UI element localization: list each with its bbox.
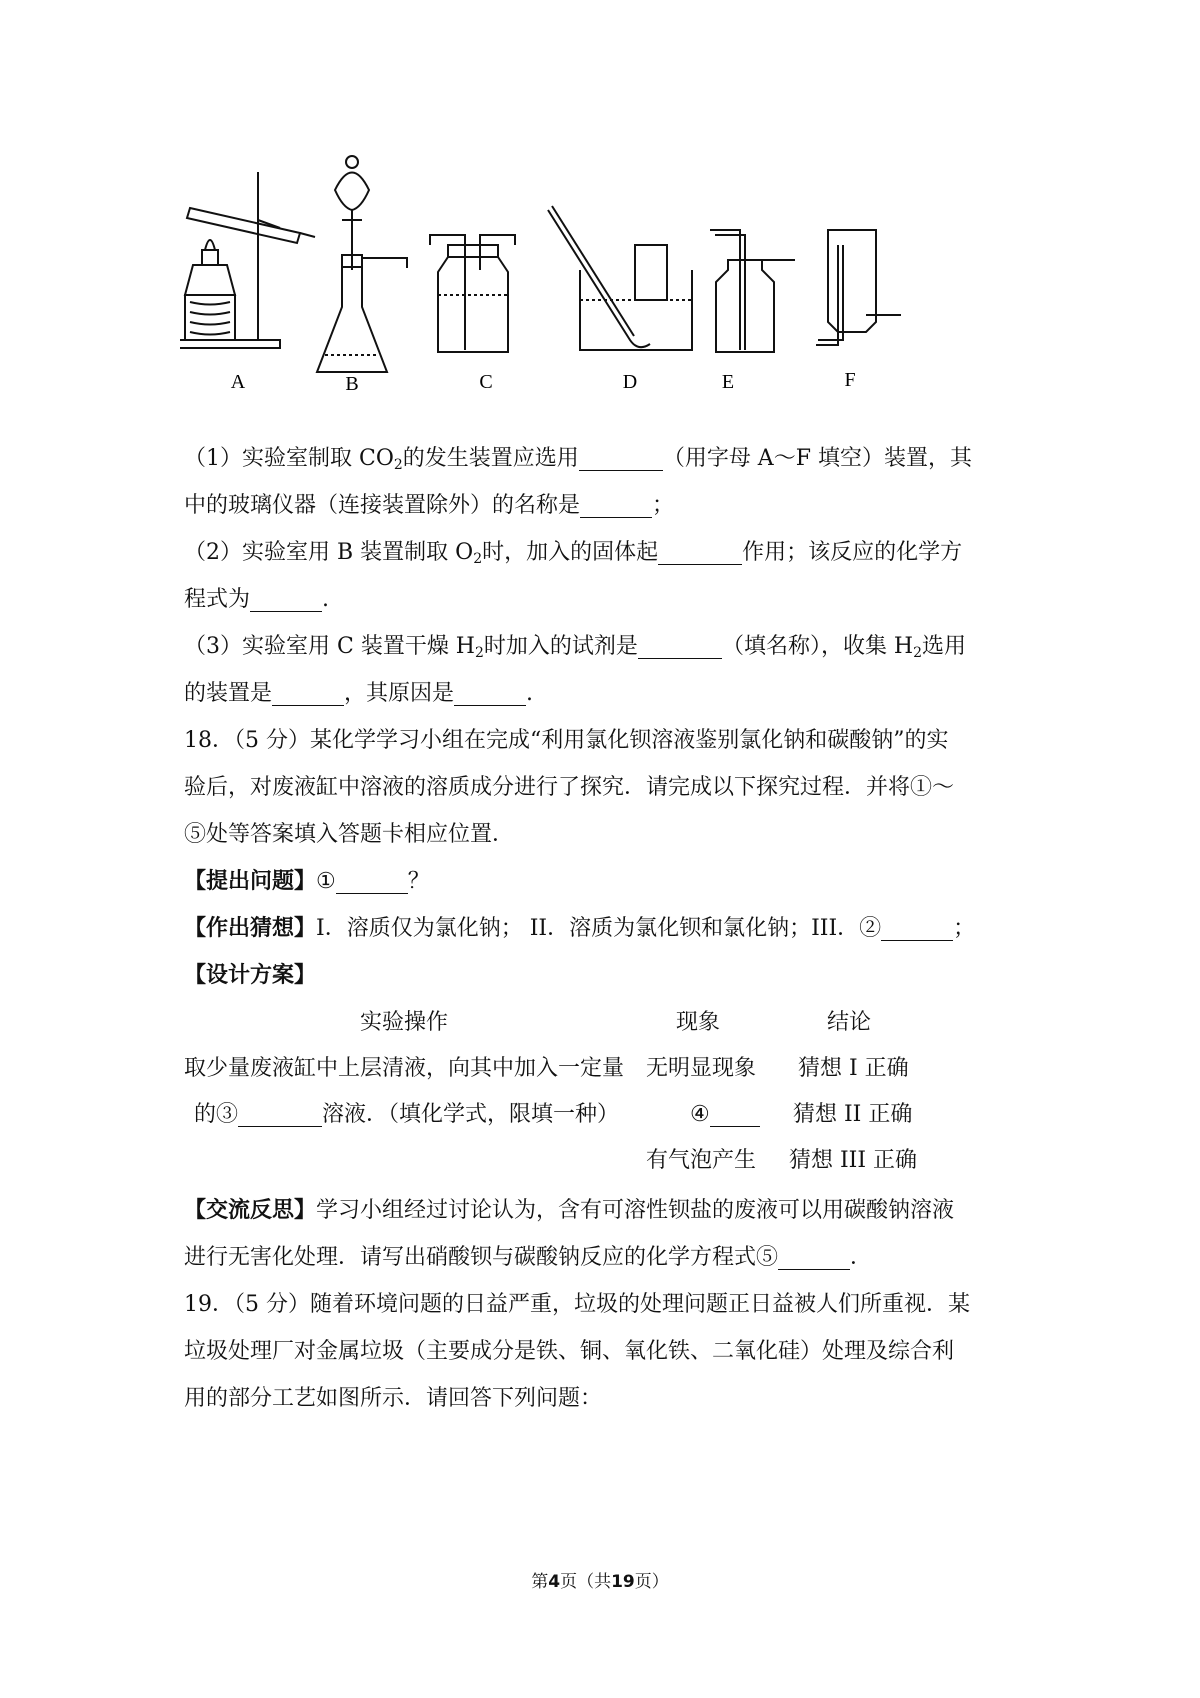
answer-blank[interactable] [778,1243,850,1270]
q18-question: 【提出问题】① ？ [184,868,430,894]
phenomenon-3: 有气泡产生 [646,1148,757,1173]
q18-line2: 验后，对废液缸中溶液的溶质成分进行了探究．请完成以下探究过程．并将①～ [184,775,955,800]
conclusion-1: 猜想 I 正确 [798,1056,909,1081]
answer-blank[interactable] [238,1100,322,1127]
answer-blank[interactable] [250,585,322,612]
q19-line3: 用的部分工艺如图所示．请回答下列问题： [184,1386,603,1411]
experiment-table [184,999,1030,1187]
conclusion-2: 猜想 II 正确 [793,1102,913,1127]
question-body [184,435,1030,1422]
q18-design: 【设计方案】 [184,962,317,988]
q19-line1: 19．（5 分）随着环境问题的日益严重，垃圾的处理问题正日益被人们所重视．某 [184,1292,970,1317]
q17-part1-line2: 中的玻璃仪器（连接装置除外）的名称是 ； [184,493,675,518]
operation-line2: 的③ 溶液．（填化学式，限填一种） [194,1102,620,1127]
q18-reflect-line1: 【交流反思】学习小组经过讨论认为，含有可溶性钡盐的废液可以用碳酸钠溶液 [184,1197,955,1223]
apparatus-d [548,206,692,350]
apparatus-a [180,172,315,348]
q17-part2-line2: 程式为 . [184,587,330,612]
answer-blank[interactable] [272,679,344,706]
q17-part1-line1: （1）实验室制取 $CO_2$的发生装置应选用 （用字母 A～F 填空）装置，其 [184,446,972,473]
apparatus-b [317,156,407,372]
header-phenomenon: 现象 [676,1010,721,1035]
q17-part3-line1: （3）实验室用 C 装置干燥 $H_2$时加入的试剂是 （填名称），收集 $H_2$选用 [184,634,967,661]
operation-line1: 取少量废液缸中上层清液，向其中加入一定量 [184,1056,625,1081]
answer-blank[interactable] [336,867,408,894]
header-operation: 实验操作 [360,1010,449,1035]
label-c: C [479,371,493,393]
apparatus-c [430,235,515,352]
label-f: F [844,369,856,391]
label-b: B [345,373,359,395]
answer-blank[interactable] [658,538,742,565]
q18-line3: ⑤处等答案填入答题卡相应位置． [184,822,515,847]
conclusion-3: 猜想 III 正确 [789,1148,918,1173]
q18-guess: 【作出猜想】I．溶质仅为氯化钠； II．溶质为氯化钡和氯化钠；III．② ； [184,915,976,941]
answer-blank[interactable] [710,1100,760,1127]
q17-part2-line1: （2）实验室用 B 装置制取 $O_2$时，加入的固体起 作用；该反应的化学方 [184,540,963,567]
phenomenon-2: ④ [690,1091,760,1138]
q18-line1: 18．（5 分）某化学学习小组在完成“利用氯化钡溶液鉴别氯化钠和碳酸钠”的实 [184,728,949,753]
apparatus-f [816,230,901,345]
answer-blank[interactable] [881,914,953,941]
page-footer: 第4页（共19页） [531,1572,669,1592]
label-e: E [721,371,735,393]
label-d: D [622,371,638,393]
label-a: A [230,371,246,393]
answer-blank[interactable] [580,491,652,518]
answer-blank[interactable] [579,444,663,471]
answer-blank[interactable] [454,679,526,706]
page-total: 19 [611,1572,635,1592]
q18-reflect-line2: 进行无害化处理．请写出硝酸钡与碳酸钠反应的化学方程式⑤ ． [184,1245,873,1270]
page-number: 4 [548,1572,561,1592]
apparatus-e [710,230,795,352]
answer-blank[interactable] [638,632,722,659]
header-conclusion: 结论 [827,1010,872,1035]
apparatus-figure [180,150,980,425]
q17-part3-line2: 的装置是 ，其原因是 . [184,681,534,706]
phenomenon-1: 无明显现象 [646,1056,757,1081]
q19-line2: 垃圾处理厂对金属垃圾（主要成分是铁、铜、氧化铁、二氧化硅）处理及综合利 [184,1339,955,1364]
